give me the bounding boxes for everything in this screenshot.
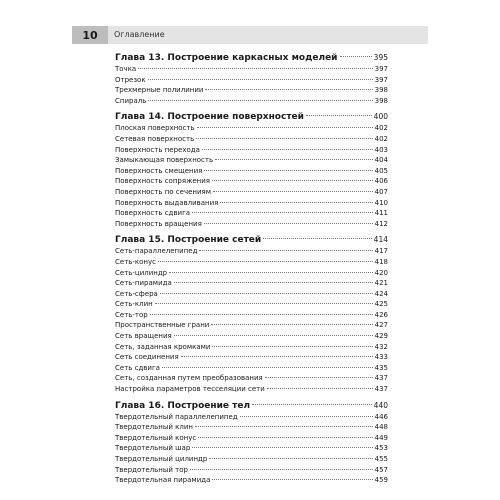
toc-entry-page: 411 [374,209,388,218]
toc-entry[interactable] [115,219,388,230]
toc-entry-title: Отрезок [115,75,146,84]
toc-entry-page: 424 [374,289,388,298]
dot-leader [267,388,373,389]
toc-entry[interactable] [115,342,388,353]
chapter-heading[interactable] [115,400,388,412]
toc-entry-title: Поверхность перехода [115,145,200,154]
toc-entry-title: Сетевая поверхность [115,134,195,143]
toc-entry-page: 407 [374,187,388,196]
toc-entry[interactable] [115,268,388,279]
toc-entry[interactable] [115,208,388,219]
dot-leader [212,180,373,181]
dot-leader [306,115,372,116]
toc-entry[interactable] [115,465,388,476]
dot-leader [190,469,373,470]
toc-entry[interactable] [115,363,388,374]
toc-entry-page: 404 [374,156,388,165]
dot-leader [215,159,373,160]
toc-entry-page: 405 [374,166,388,175]
toc-entry-page: 435 [374,363,388,372]
dot-leader [192,447,372,448]
toc-entry[interactable] [115,373,388,384]
toc-entry-page: 437 [374,374,388,383]
toc-entry-page: 446 [374,412,388,421]
toc-entry-title: Сеть соединения [115,353,179,362]
dot-leader [192,212,373,213]
toc-entry-page: 425 [374,300,388,309]
toc-entry-title: Сеть сдвига [115,363,160,372]
chapter-heading-title: Глава 15. Построение сетей [115,235,262,246]
toc-entry-title: Замыкающая поверхность [115,156,214,165]
toc-entry[interactable] [115,289,388,300]
toc-entry[interactable] [115,331,388,342]
chapter-heading[interactable] [115,111,388,123]
toc-entry[interactable] [115,384,388,395]
toc-entry-title: Сеть-параллелепипед [115,247,198,256]
toc-entry-page: 402 [374,134,388,143]
dot-leader [240,416,373,417]
toc-entry-title: Твердотельная пирамида [115,476,211,485]
toc-entry[interactable] [115,96,388,107]
toc-entry-page: 417 [374,247,388,256]
toc-entry[interactable] [115,443,388,454]
chapter-heading-title: Глава 16. Построение тел [115,400,251,411]
toc-entry-page: 437 [374,385,388,394]
toc-entry-page: 398 [374,86,388,95]
toc-entry[interactable] [115,187,388,198]
chapter-heading-page: 414 [373,235,388,245]
dot-leader [252,404,372,405]
toc-entry[interactable] [115,352,388,363]
toc-entry[interactable] [115,299,388,310]
toc-entry-page: 398 [374,96,388,105]
toc-entry[interactable] [115,64,388,75]
dot-leader [204,170,372,171]
chapter-heading-title: Глава 13. Построение каркасных моделей [115,53,338,63]
dot-leader [205,89,372,90]
toc-entry-title: Сеть-тор [115,310,148,319]
dot-leader [169,272,373,273]
toc-entry[interactable] [115,176,388,187]
dot-leader [181,356,373,357]
toc-entry-title: Сеть-цилиндр [115,268,168,277]
toc-entry[interactable] [115,123,388,134]
dot-leader [174,335,373,336]
toc-entry-page: 449 [374,433,388,442]
toc-entry-title: Твердотельный цилиндр [115,455,208,463]
toc-entry-title: Точка [115,65,137,73]
dot-leader [202,149,373,150]
dot-leader [148,79,373,80]
toc-entry-page: 459 [374,476,388,485]
toc-entry-page: 403 [374,145,388,154]
toc-entry-page: 421 [374,279,388,288]
toc-entry-title: Поверхность смещения [115,166,203,175]
toc-entry-title: Поверхность вращения [115,219,202,228]
toc-entry-title: Сеть вращения [115,332,172,341]
toc-entry[interactable] [115,166,388,177]
toc-entry-page: 418 [374,257,388,266]
toc-entry-page: 426 [374,310,388,319]
dot-leader [138,68,372,69]
dot-leader [196,138,372,139]
dot-leader [199,250,372,251]
dot-leader [198,437,372,438]
toc-entry-title: Трехмерные полилинии [115,86,204,95]
page-number: 10 [72,26,108,44]
toc-entry-title: Твердотельный параллелепипед [115,412,238,421]
toc-entry[interactable] [115,278,388,289]
toc-entry[interactable] [115,412,388,423]
running-title: Оглавление [114,30,165,39]
chapter-block [115,52,388,106]
dot-leader [204,223,373,224]
toc-entry[interactable] [115,422,388,433]
chapter-heading-page: 395 [373,53,388,62]
toc-entry-page: 410 [374,198,388,207]
toc-entry[interactable] [115,198,388,209]
dot-leader [155,303,373,304]
dot-leader [263,238,371,239]
toc-entry[interactable] [115,454,388,465]
toc-entry-title: Сеть, созданная путем преобразования [115,374,263,383]
toc-entry-page: 427 [374,321,388,330]
toc-entry-title: Настройка параметров тесселяции сети [115,385,265,394]
dot-leader [220,202,372,203]
toc-entry-title: Плоская поверхность [115,124,195,133]
chapter-heading-page: 400 [373,112,388,122]
dot-leader [213,191,373,192]
toc-entry-title: Спираль [115,96,147,105]
toc-entry-title: Поверхность сопряжения [115,177,211,186]
dot-leader [209,458,372,459]
dot-leader [340,56,372,57]
toc-entry-page: 397 [374,75,388,84]
toc-entry[interactable] [115,320,388,331]
toc-entry[interactable] [115,75,388,86]
chapter-block [115,400,388,486]
toc-entry-title: Сеть-пирамида [115,279,172,288]
toc-entry[interactable] [115,85,388,96]
toc-entry-page: 433 [374,353,388,362]
toc-entry[interactable] [115,257,388,268]
dot-leader [197,127,373,128]
toc-entry-page: 402 [374,124,388,133]
toc-entry-page: 453 [374,444,388,453]
toc-entry[interactable] [115,134,388,145]
toc-entry-page: 448 [374,423,388,432]
table-of-contents [115,52,388,491]
toc-entry-title: Сеть, заданная кромками [115,342,211,351]
chapter-heading[interactable] [115,52,388,64]
toc-entry-page: 455 [374,455,388,463]
toc-entry-page: 397 [374,65,388,73]
toc-entry-title: Сеть-конус [115,257,157,266]
toc-entry-title: Сеть-клин [115,300,153,309]
toc-entry-page: 412 [374,219,388,228]
dot-leader [212,346,372,347]
toc-entry[interactable] [115,310,388,321]
chapter-heading-page: 440 [373,400,388,410]
toc-entry[interactable] [115,433,388,444]
chapter-block [115,111,388,229]
chapter-heading-title: Глава 14. Построение поверхностей [115,112,304,123]
dot-leader [160,293,373,294]
toc-entry-title: Поверхность выдавливания [115,198,219,207]
toc-entry-title: Твердотельный клин [115,423,193,432]
dot-leader [162,367,373,368]
page-header [0,26,500,44]
dot-leader [158,261,373,262]
chapter-block [115,234,388,394]
dot-leader [265,377,373,378]
toc-entry[interactable] [115,155,388,166]
toc-entry-title: Сеть-сфера [115,289,158,298]
toc-entry-page: 406 [374,177,388,186]
dot-leader [148,100,372,101]
toc-entry[interactable] [115,145,388,156]
dot-leader [174,282,373,283]
toc-entry-page: 420 [374,268,388,277]
toc-entry-title: Пространственные грани [115,321,210,330]
toc-entry-title: Твердотельный тор [115,465,188,474]
toc-entry-title: Поверхность по сечениям [115,187,212,196]
dot-leader [195,426,373,427]
toc-entry-page: 429 [374,332,388,341]
toc-entry[interactable] [115,246,388,257]
dot-leader [212,479,372,480]
toc-entry-page: 432 [374,342,388,351]
toc-entry-title: Твердотельный конус [115,433,197,442]
toc-entry[interactable] [115,475,388,486]
toc-entry-title: Поверхность сдвига [115,209,191,218]
chapter-heading[interactable] [115,234,388,246]
dot-leader [211,324,372,325]
toc-entry-page: 457 [374,465,388,474]
dot-leader [150,314,373,315]
toc-entry-title: Твердотельный шар [115,444,191,453]
